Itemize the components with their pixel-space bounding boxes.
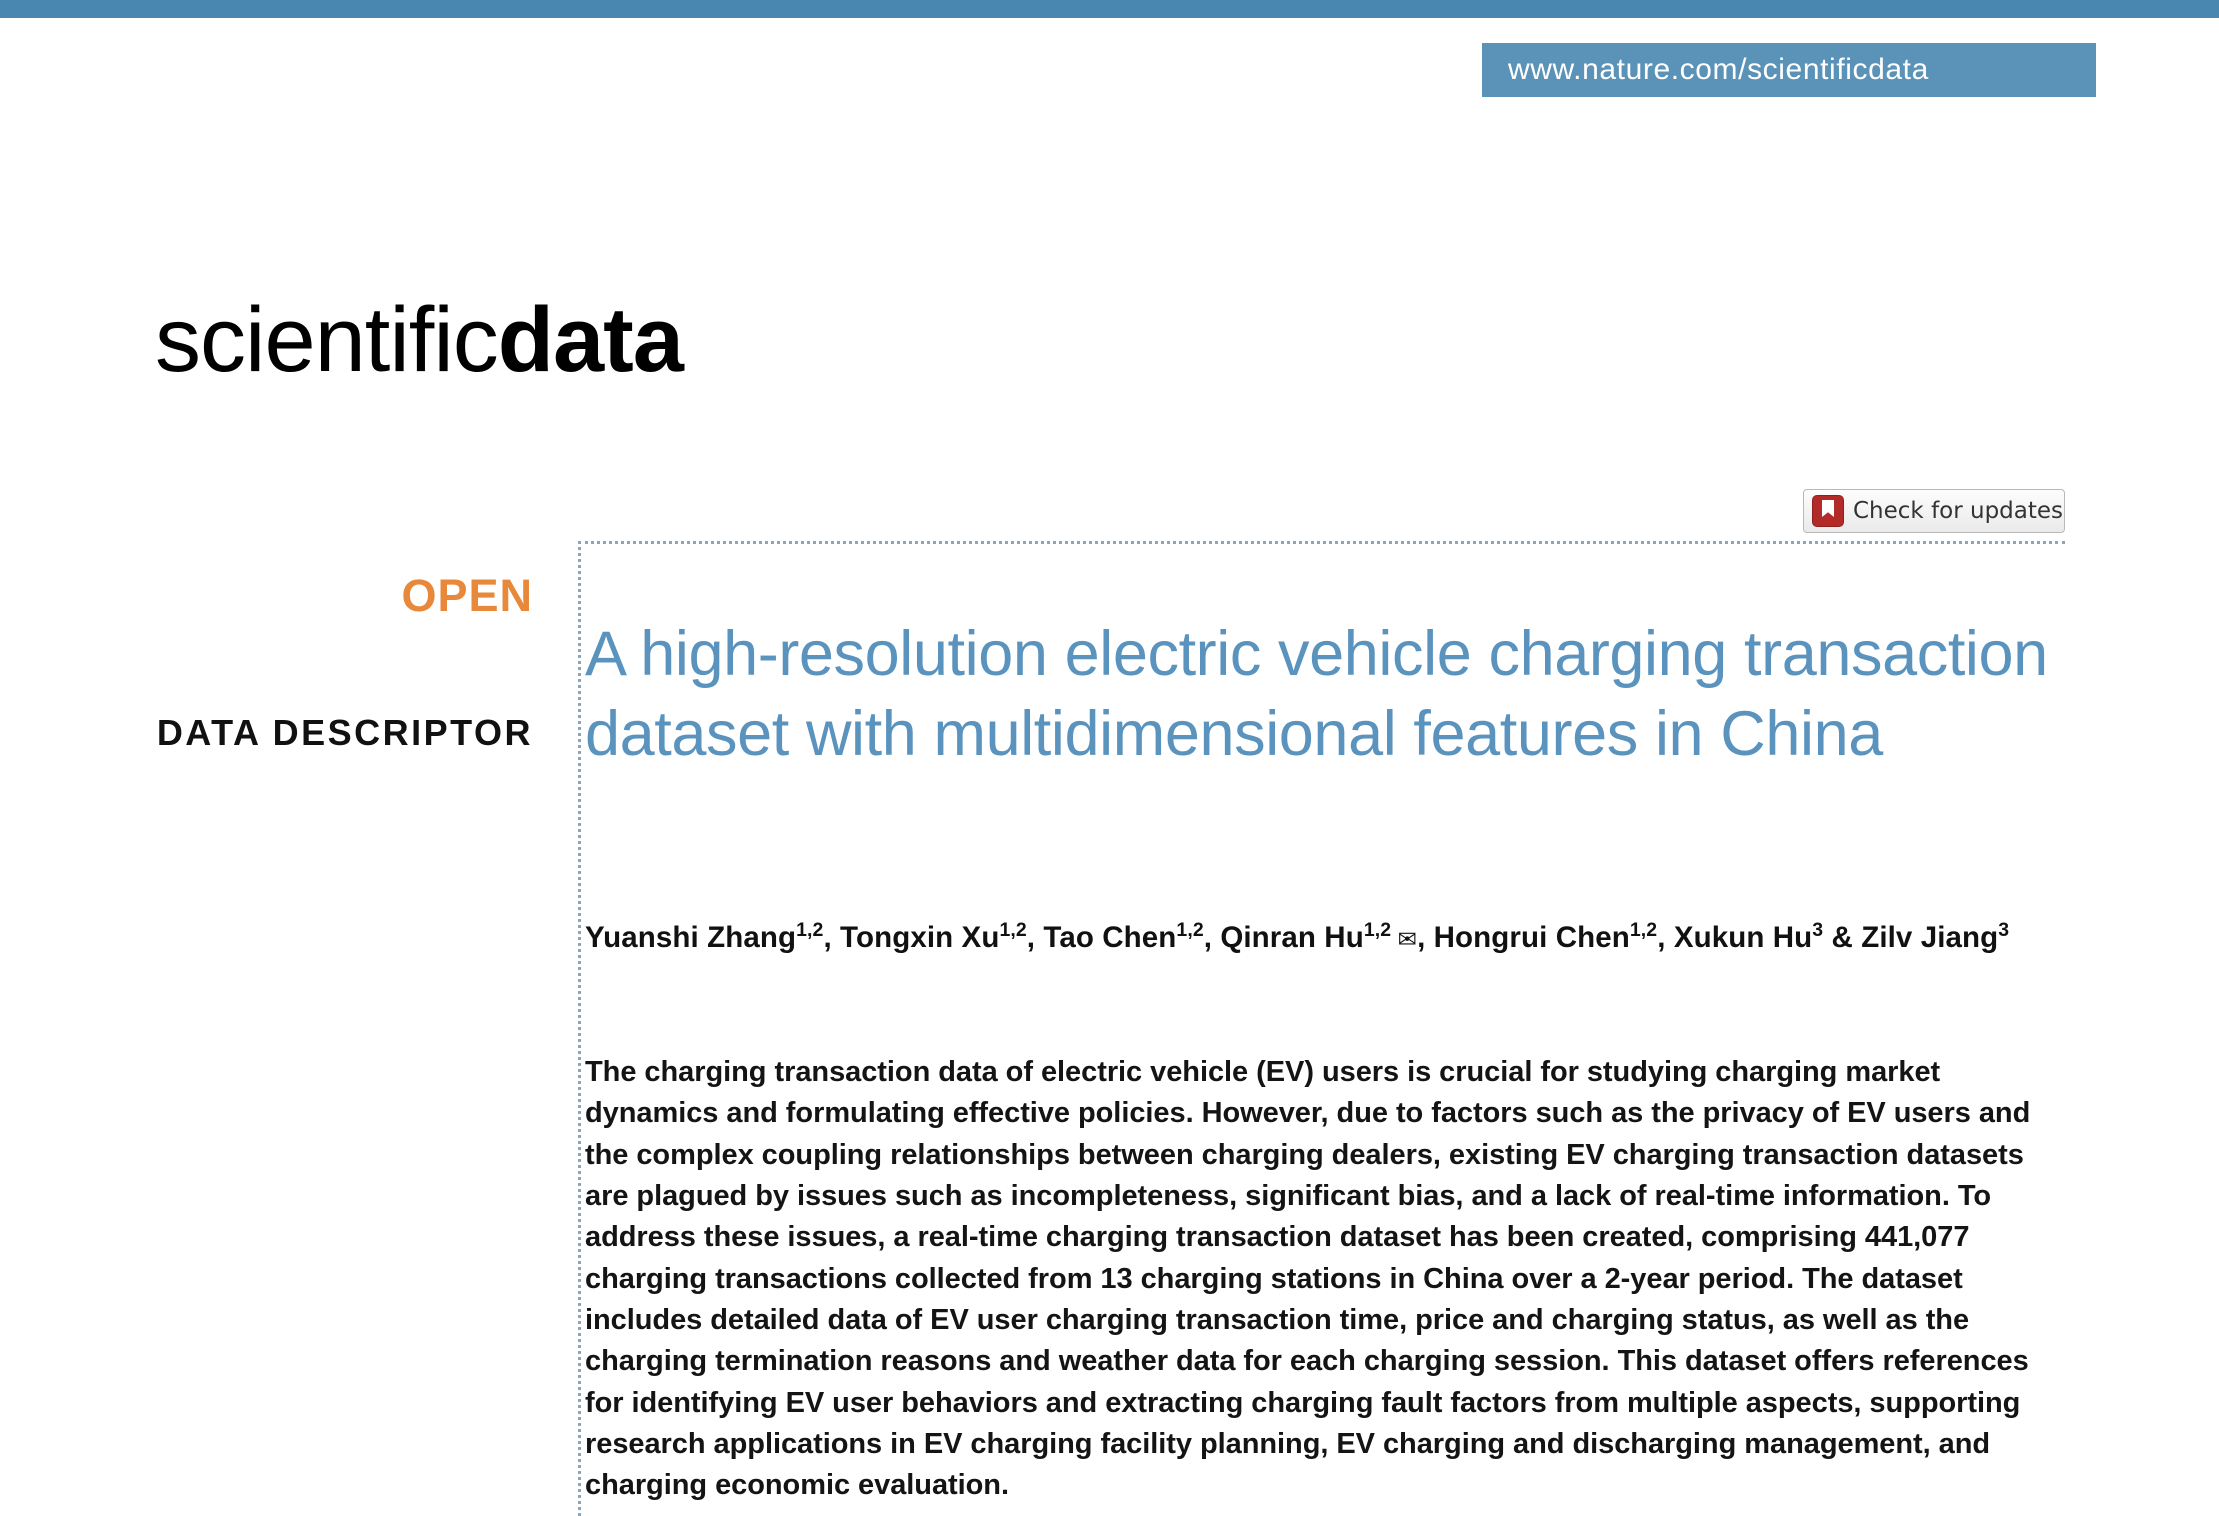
author-name: Zilv Jiang bbox=[1861, 921, 1999, 954]
corresponding-author-envelope-icon: ✉ bbox=[1391, 926, 1418, 952]
author-name: Hongrui Chen bbox=[1433, 921, 1630, 954]
masthead-word-data: data bbox=[497, 289, 683, 391]
journal-url-tab bbox=[1482, 43, 2096, 97]
check-for-updates-badge[interactable] bbox=[1803, 489, 2065, 533]
author-affiliation-marker: 1,2 bbox=[1176, 919, 1204, 942]
author-affiliation-marker: 1,2 bbox=[1363, 919, 1392, 942]
author-name: Yuanshi Zhang bbox=[585, 921, 797, 954]
crossmark-icon bbox=[1812, 495, 1844, 527]
dotted-rule-horizontal bbox=[578, 541, 2065, 544]
author-name: Tongxin Xu bbox=[840, 921, 1000, 954]
author-name: Tao Chen bbox=[1043, 921, 1177, 954]
dotted-rule-vertical bbox=[578, 541, 581, 1516]
author-name: Xukun Hu bbox=[1673, 921, 1813, 954]
author-affiliation-marker: 3 bbox=[1998, 919, 2010, 942]
top-decorative-bar bbox=[0, 0, 2219, 18]
author-affiliation-marker: 1,2 bbox=[1629, 919, 1658, 942]
abstract-text: The charging transaction data of electric vehicle (EV) users is crucial for studying charging market dynamics and formulating effective policies. However, due to factors such as the privacy of EV users and the complex coupling relationships between charging dealers, existing EV charging transaction datasets are plagued by issues such as incompleteness, significant bias, and a lack of real-time information. To address these issues, a real-time charging transaction dataset has been created, comprising 441,077 charging transactions collected from 13 charging stations in China over a 2-year period. The dataset includes detailed data of EV user charging transaction time, price and charging status, as well as the charging termination reasons and weather data for each charging session. This dataset offers references for identifying EV user behaviors and extracting charging fault factors from multiple aspects, supporting research applications in EV charging facility planning, EV charging and discharging management, and charging economic evaluation. bbox=[585, 1056, 2031, 1502]
journal-url-text: www.nature.com/scientificdata bbox=[1508, 53, 1929, 86]
check-for-updates-label: Check for updates bbox=[1853, 498, 2064, 524]
article-type-label: DATA DESCRIPTOR bbox=[156, 712, 533, 753]
open-access-label: OPEN bbox=[401, 570, 533, 621]
author-affiliation-marker: 1,2 bbox=[796, 919, 824, 942]
author-affiliation-marker: 1,2 bbox=[999, 919, 1027, 942]
author-affiliation-marker: 3 bbox=[1812, 919, 1824, 942]
author-name: Qinran Hu bbox=[1220, 921, 1364, 954]
journal-masthead bbox=[155, 288, 683, 393]
page-title: A high-resolution electric vehicle charging transaction dataset with multidimensional features in China bbox=[585, 619, 2048, 770]
author-list: Yuanshi Zhang$^{1,2}$, Tongxin Xu$^{1,2}$, Tao Chen$^{1,2}$, Qinran Hu$^{1,2}$ ✉, Hongrui Chen$^{1,2}$, Xukun Hu$^3$ & Zilv Jiang$^3$ bbox=[585, 919, 2010, 954]
masthead-word-scientific: scientific bbox=[155, 289, 498, 391]
